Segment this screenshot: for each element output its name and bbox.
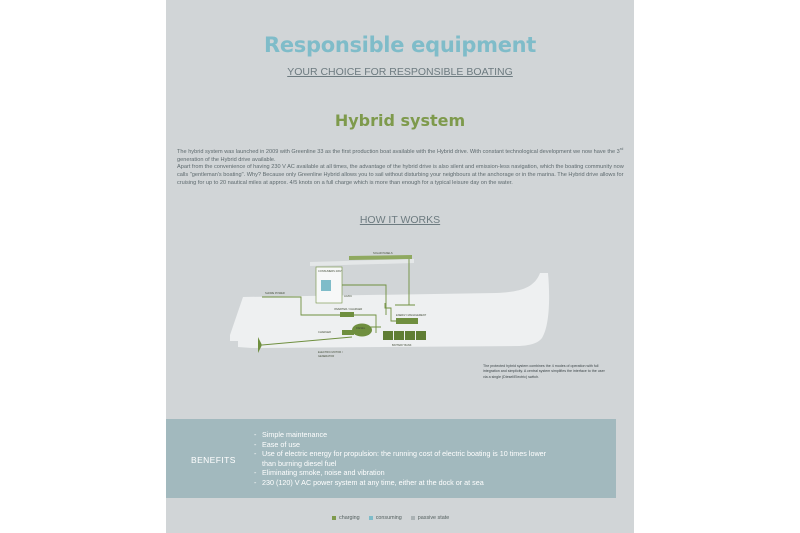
svg-text:AC/DC: AC/DC [344, 295, 353, 298]
benefit-text: 230 (120) V AC power system at any time, either at the dock or at sea [262, 477, 484, 487]
diesel-engine [352, 324, 372, 337]
svg-text:SOLAR PANELS: SOLAR PANELS [373, 252, 393, 255]
svg-text:CONSUMERS 230V: CONSUMERS 230V [318, 270, 342, 273]
benefit-item [254, 440, 582, 450]
benefit-item [254, 430, 582, 440]
benefit-text: Simple maintenance [262, 430, 328, 439]
benefit-text: Eliminating smoke, noise and vibration [262, 468, 385, 477]
svg-text:BATTERY BANK: BATTERY BANK [392, 344, 412, 347]
legend-label: charging [339, 515, 360, 521]
intro-paragraph-2: Apart from the convenience of having 230 V AC available at all times, the advantage of the hybrid drive is also silent and emission-less navigation, which the boating community now calls "gentleman's boating". Why? Because only Greenline Hybrid allows you to sail without disturbing your neighbours at the anchorage or in the marina. The Hybrid drive allows for cruising for up to 20 nautical miles at approx. 4/5 knots on a full charge which is more than enough for a typical leisure day on the water. [177, 164, 624, 186]
charger-box [342, 330, 354, 335]
svg-text:ENERGY MANAGEMENT: ENERGY MANAGEMENT [396, 314, 427, 317]
intro-p1-start: The hybrid system was launched in 2009 with Greenline 33 as the first production boat available with the Hybrid drive. With constant technological development we now have the 3 [177, 148, 620, 155]
legend-swatch [332, 516, 336, 520]
svg-text:DIESEL: DIESEL [356, 327, 366, 330]
intro-paragraph-1 [177, 145, 624, 164]
energy-management-box [396, 318, 418, 324]
benefit-item [254, 449, 582, 468]
battery-2 [394, 331, 404, 340]
solar-panel [349, 255, 412, 260]
legend-swatch [369, 516, 373, 520]
svg-text:SHORE POWER: SHORE POWER [265, 292, 285, 295]
how-it-works-link[interactable]: HOW IT WORKS [359, 214, 441, 226]
page [166, 0, 634, 533]
section-title: Hybrid system [334, 111, 466, 130]
benefits-panel [166, 419, 616, 498]
legend-item-consuming [369, 515, 402, 521]
page-subtitle-link[interactable]: YOUR CHOICE FOR RESPONSIBLE BOATING [287, 66, 513, 78]
legend-label: passive state [417, 515, 450, 521]
legend-item-passive [411, 515, 449, 521]
legend-item-charging [332, 515, 360, 521]
benefit-text-cont: than burning diesel fuel [262, 458, 337, 468]
battery-4 [416, 331, 426, 340]
legend [332, 515, 449, 521]
intro-text [177, 145, 624, 187]
svg-text:ELECTRIC MOTOR /: ELECTRIC MOTOR / [318, 351, 343, 354]
benefit-text: Ease of use [262, 439, 300, 449]
legend-label: consuming [375, 515, 402, 521]
screen-icon [321, 280, 331, 291]
superstructure [310, 259, 414, 266]
benefit-text: - Use of electric energy for propulsion: the running cost of electric boating is 10 times lower [262, 449, 547, 458]
svg-text:INVERTER / CHARGER: INVERTER / CHARGER [334, 308, 363, 311]
benefits-label: BENEFITS [191, 455, 236, 465]
inverter-box [340, 312, 354, 317]
intro-p1-end: generation of the Hybrid drive available. [177, 156, 276, 163]
svg-text:CHARGER: CHARGER [318, 331, 331, 334]
legend-swatch [411, 516, 415, 520]
battery-1 [383, 331, 393, 340]
diagram-caption: The protected hybrid system combines the 4 modes of operation with full integration and simplicity. A central system simplifies the interface to the user via a single (Diesel/Electric) switch. [483, 364, 605, 379]
page-title: Responsible equipment [263, 33, 537, 57]
benefits-list [254, 430, 582, 487]
benefit-item [254, 478, 582, 488]
intro-p1-sup: rd [619, 146, 624, 151]
benefit-item [254, 468, 582, 478]
svg-text:GENERATOR: GENERATOR [318, 355, 335, 358]
battery-3 [405, 331, 415, 340]
